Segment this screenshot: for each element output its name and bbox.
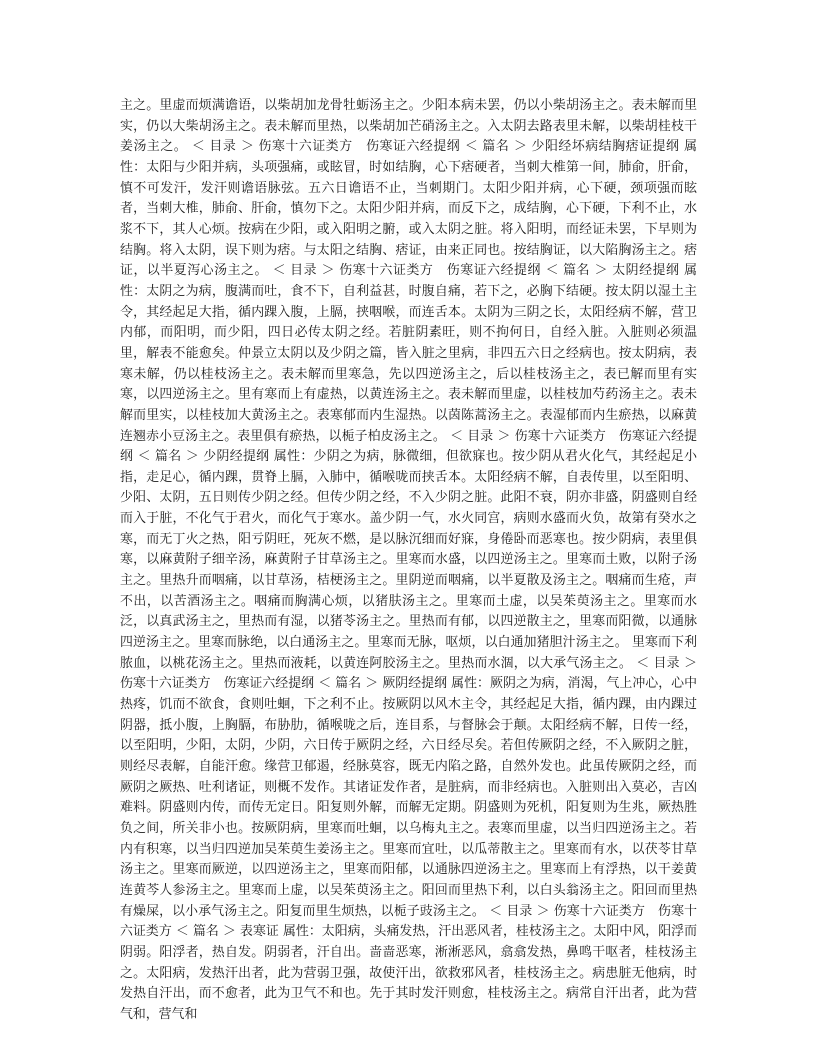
document-page (120, 96, 697, 1026)
body-text: 主之。里虚而烦满谵语，以柴胡加龙骨牡蛎汤主之。少阳本病未罢，仍以小柴胡汤主之。表未解而里实，仍以大柴胡汤主之。表未解而里热，以柴胡加芒硝汤主之。入太阴去路表里未解，以柴胡桂枝干姜汤主之。 ＜ 目录 ＞ 伤寒十六证类方 伤寒证六经提纲 ＜ 篇名 ＞ 少阳经坏病结胸痞证提纲 属性：太阳与少阳并病，头项强痛，或眩冒，时如结胸，心下痞硬者，当刺大椎第一间，肺俞，肝俞，慎不可发汗，发汗则谵语脉弦。五六日谵语不止，当刺期门。太阳少阳并病，心下硬，颈项强而眩者，当刺大椎，肺俞、肝俞，慎勿下之。太阳少阳并病，而反下之，成结胸，心下硬，下利不止，水浆不下，其人心烦。按病在少阳，或入阳明之腑，或入太阴之脏。将入阳明，而经证未罢，下早则为结胸。将入太阴，误下则为痞。与太阳之结胸、痞证，由来正同也。按结胸证，以大陷胸汤主之。痞证，以半夏泻心汤主之。 ＜ 目录 ＞ 伤寒十六证类方 伤寒证六经提纲 ＜ 篇名 ＞ 太阴经提纲 属性：太阴之为病，腹满而吐，食不下，自利益甚，时腹自痛，若下之，必胸下结硬。按太阴以湿土主令，其经起足大指，循内踝入腹，上膈，挟咽喉，而连舌本。太阴为三阴之长，太阳经病不解，营卫内郁，而阳明，而少阳，四日必传太阴之经。若脏阴素旺，则不拘何日，自经入脏。入脏则必须温里，解表不能愈矣。仲景立太阴以及少阴之篇，皆入脏之里病，非四五六日之经病也。按太阴病，表寒未解，仍以桂枝汤主之。表未解而里寒急，先以四逆汤主之，后以桂枝汤主之，表已解而里有实寒，以四逆汤主之。里有寒而上有虚热，以黄连汤主之。表未解而里虚，以桂枝加芍药汤主之。表未解而里实，以桂枝加大黄汤主之。表寒郁而内生湿热。以茵陈蒿汤主之。表湿郁而内生瘀热，以麻黄连翘赤小豆汤主之。表里俱有瘀热，以栀子柏皮汤主之。 ＜ 目录 ＞ 伤寒十六证类方 伤寒证六经提纲 ＜ 篇名 ＞ 少阴经提纲 属性：少阴之为病，脉微细，但欲寐也。按少阴从君火化气，其经起足小指，走足心，循内踝，贯脊上膈，入肺中，循喉咙而挟舌本。太阳经病不解，自表传里，以至阳明、少阳、太阴，五日则传少阴之经。但传少阴之经，不入少阴之脏。此阳不衰，阴亦非盛，阴盛则自经而入于脏，不化气于君火，而化气于寒水。盖少阴一气，水火同宫，病则水盛而火负，故第有癸水之寒，而无丁火之热，阳亏阴旺，死灰不燃，是以脉沉细而好寐，身倦卧而恶寒也。按少阴病，表里俱寒，以麻黄附子细辛汤，麻黄附子甘草汤主之。里寒而水盛，以四逆汤主之。里寒而土败，以附子汤主之。里热升而咽痛，以甘草汤，桔梗汤主之。里阴逆而咽痛，以半夏散及汤主之。咽痛而生疮，声不出，以苦酒汤主之。咽痛而胸满心烦，以猪肤汤主之。里寒而土虚，以吴茱萸汤主之。里寒而水泛，以真武汤主之，里热而有湿，以猪苓汤主之。里热而有郁，以四逆散主之，里寒而阳微，以通脉四逆汤主之。里寒而脉绝，以白通汤主之。里寒而无脉，呕烦，以白通加猪胆汁汤主之。 里寒而下利脓血，以桃花汤主之。里热而液耗，以黄连阿胶汤主之。里热而水涸，以大承气汤主之。 ＜ 目录 ＞ 伤寒十六证类方 伤寒证六经提纲 ＜ 篇名 ＞ 厥阴经提纲 属性：厥阴之为病，消渴，气上冲心，心中热疼，饥而不欲食，食则吐蛔，下之利不止。按厥阴以风木主令，其经起足大指，循内踝，由内踝过阴器，抵小腹，上胸膈，布胁肋，循喉咙之后，连目系，与督脉会于颠。太阳经病不解，日传一经，以至阳明，少阳，太阴，少阴，六日传于厥阴之经，六日经尽矣。若但传厥阴之经，不入厥阴之脏，则经尽表解，自能汗愈。缘营卫郁遏，经脉莫容，既无内陷之路，自然外发也。此虽传厥阴之经，而厥阴之厥热、吐利诸证，则概不发作。其诸证发作者，是脏病，而非经病也。入脏则出入莫必，吉凶难料。阴盛则内传，而传无定日。阳复则外解，而解无定期。阴盛则为死机，阳复则为生兆，厥热胜负之间，所关非小也。按厥阴病，里寒而吐蛔，以乌梅丸主之。表寒而里虚，以当归四逆汤主之。若内有积寒，以当归四逆加吴茱萸生姜汤主之。里寒而宜吐，以瓜蒂散主之。里寒而有水，以茯苓甘草汤主之。里寒而厥逆，以四逆汤主之，里寒而阳郁，以通脉四逆汤主之。里寒而上有浮热，以干姜黄连黄芩人参汤主之。里寒而上虚，以吴茱萸汤主之。阳回而里热下利，以白头翁汤主之。阳回而里热有燥屎，以小承气汤主之。阳复而里生烦热，以栀子豉汤主之。 ＜ 目录 ＞ 伤寒十六证类方 伤寒十六证类方 ＜ 篇名 ＞ 表寒证 属性：太阳病，头痛发热，汗出恶风者，桂枝汤主之。太阳中风，阳浮而阴弱。阳浮者，热自发。阴弱者，汗自出。啬啬恶寒，淅淅恶风，翕翕发热，鼻鸣干呕者，桂枝汤主之。太阳病，发热汗出者，此为营弱卫强，故使汗出，欲救邪风者，桂枝汤主之。病患脏无他病，时发热自汗出，而不愈者，此为卫气不和也。先于其时发汗则愈，桂枝汤主之。病常自汗出者，此为营气和，营气和 (120, 98, 697, 1022)
